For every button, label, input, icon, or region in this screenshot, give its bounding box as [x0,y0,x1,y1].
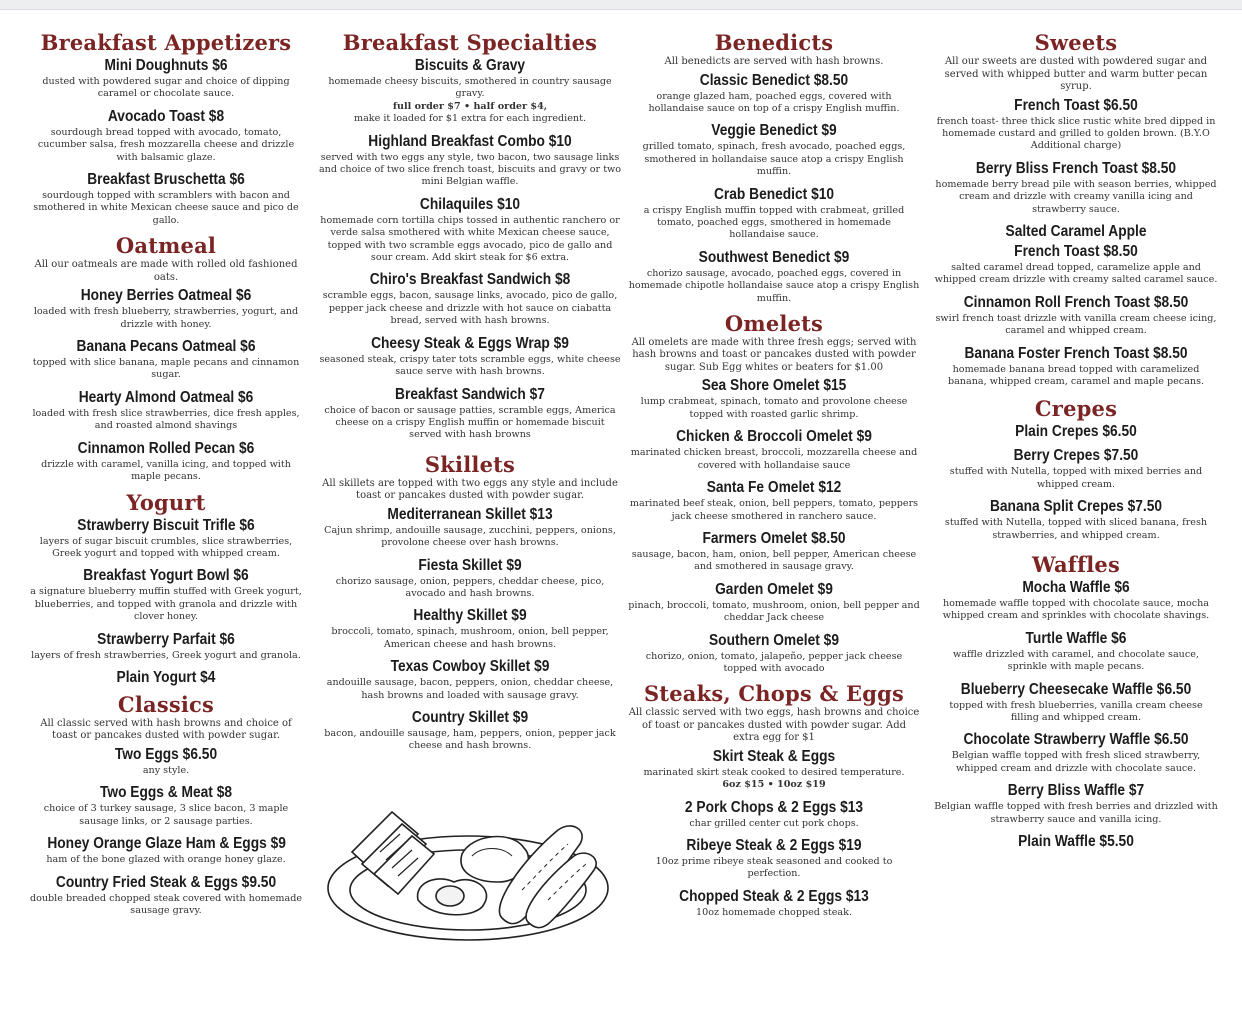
item-name: Plain Yogurt $4 [116,668,216,686]
menu-item [934,680,1218,725]
menu-item [628,71,920,116]
section-note: All our sweets are dusted with powdered sugar and served with whipped butter and warm butter pecan syrup. [944,56,1208,92]
item-name: Strawberry Biscuit Trifle $6 [77,516,255,534]
item-name: Southwest Benedict $9 [698,248,850,266]
menu-item [28,668,304,692]
menu-item [934,832,1218,852]
menu-item [934,293,1218,338]
item-name: Plain Crepes $6.50 [1015,423,1137,441]
menu-item [934,629,1218,674]
item-name: Cheesy Steak & Eggs Wrap $9 [371,334,569,352]
item-name: Honey Orange Glaze Ham & Eggs $9 [47,835,286,853]
window-top-bar [0,0,1242,10]
menu-item [28,630,304,662]
item-desc: swirl french toast drizzle with vanilla cream cheese icing, caramel and whipped cream. [935,312,1217,337]
item-name: Banana Split Crepes $7.50 [989,498,1163,516]
item-name: Plain Waffle $5.50 [1018,833,1134,851]
item-desc: homemade banana bread topped with caramelized banana, whipped cream, caramel and maple pecans. [947,363,1205,387]
section-title: Yogurt [126,489,206,515]
item-desc: a signature blueberry muffin stuffed with Greek yogurt, blueberries, and topped with granola and drizzle with clover honey. [30,586,302,623]
section-title: Oatmeal [115,233,217,259]
item-desc: dusted with powdered sugar and choice of dipping caramel or chocolate sauce. [42,76,290,100]
menu-item [628,887,920,919]
item-name: Avocado Toast $8 [107,107,225,125]
menu-item [318,505,622,550]
item-name: Sea Shore Omelet $15 [701,377,847,395]
item-desc: Belgian waffle topped with fresh sliced strawberry, whipped cream and drizzle with chocolate sauce. [951,750,1201,774]
item-name: Berry Bliss Waffle $7 [1007,782,1145,800]
item-name: Garden Omelet $9 [715,580,833,598]
item-name: French Toast $6.50 [1014,96,1138,114]
item-desc: 10oz homemade chopped steak. [695,906,853,918]
menu-item [28,337,304,382]
menu-item [934,578,1218,623]
item-desc: stuffed with Nutella, topped with sliced banana, fresh strawberries, and whipped cream. [944,517,1208,541]
menu-column-4 [934,30,1218,852]
menu-item [28,107,304,164]
menu-item [934,446,1218,491]
menu-item [318,195,622,265]
menu-item [318,556,622,601]
item-name: Mediterranean Skillet $13 [387,505,553,523]
menu-item [28,566,304,623]
item-name: Farmers Omelet $8.50 [702,529,846,547]
item-name: Southern Omelet $9 [709,631,839,649]
section-title: Breakfast Appetizers [40,30,292,55]
menu-item [28,516,304,561]
menu-item [28,873,304,918]
item-desc: double breaded chopped steak covered with homemade sausage gravy. [29,892,303,916]
menu-item [628,121,920,178]
breakfast-plate-illustration [322,790,614,945]
menu-column-3 [628,30,920,925]
item-name: Mocha Waffle $6 [1022,579,1130,596]
section-title: Benedicts [714,30,834,55]
menu-item [318,606,622,651]
section-note: All skillets are topped with two eggs any style and include toast or pancakes dusted with powder sugar. [322,477,618,502]
item-name: Salted Caramel Apple French Toast $8.50 [1005,222,1147,260]
item-desc: Cajun shrimp, andouille sausage, zucchini, peppers, onions, provolone cheese over hash browns. [324,524,616,549]
item-desc: stuffed with Nutella, topped with mixed berries and whipped cream. [949,466,1203,490]
menu-item [628,427,920,472]
item-desc: chorizo, onion, tomato, jalapeño, pepper jack cheese topped with avocado [645,650,903,674]
menu-item [934,344,1218,389]
menu-column-2 [318,30,622,759]
item-name: Skirt Steak & Eggs [712,747,836,765]
item-name: Chopped Steak & 2 Eggs $13 [679,887,869,905]
item-desc: chorizo sausage, onion, peppers, cheddar cheese, pico, avocado and hash browns. [335,575,605,599]
item-name: Ribeye Steak & 2 Eggs $19 [686,837,862,855]
item-name: Berry Crepes $7.50 [1013,447,1139,465]
item-desc: sausage, bacon, ham, onion, bell pepper, American cheese and smothered in sausage gravy. [631,548,917,573]
item-name: Chiro's Breakfast Sandwich $8 [369,271,571,289]
section-note: All our oatmeals are made with rolled old fashioned oats. [34,259,298,283]
item-desc: seasoned steak, crispy tater tots scramble eggs, white cheese sauce serve with hash browns. [319,353,621,378]
item-desc: drizzle with caramel, vanilla icing, and topped with maple pecans. [41,458,291,483]
item-desc: lump crabmeat, spinach, tomato and provolone cheese topped with roasted garlic shrimp. [640,396,908,420]
item-name: Strawberry Parfait $6 [97,630,235,648]
menu-item [628,529,920,574]
menu-item [28,834,304,866]
menu-item [318,385,622,442]
menu-item [934,730,1218,775]
item-desc: choice of bacon or sausage patties, scramble eggs, America cheese on a crispy English muffin or homemade biscuit served with hash browns [324,404,616,441]
item-desc: choice of 3 turkey sausage, 3 slice bacon, 3 maple sausage links, or 2 sausage parties. [43,803,289,827]
item-desc: marinated chicken breast, broccoli, mozzarella cheese and covered with hollandaise sauce [630,447,918,471]
item-desc: salted caramel dread topped, caramelize apple and whipped cream drizzle with creamy salted caramel sauce. [934,261,1218,286]
menu-item [28,745,304,777]
menu-item [28,56,304,101]
menu-item [628,185,920,242]
menu-item [934,159,1218,216]
item-name: Breakfast Yogurt Bowl $6 [83,567,249,585]
menu-item [318,708,622,753]
section-title: Crepes [1034,396,1118,422]
item-desc: orange glazed ham, poached eggs, covered with hollandaise sauce on top of a crispy English muffin. [648,90,900,114]
menu-column-1 [28,30,304,923]
item-name: Chicken & Broccoli Omelet $9 [676,428,872,446]
item-desc: any style. [142,764,190,776]
section-title: Waffles [1032,552,1120,577]
section-title: Sweets [1034,30,1118,55]
item-name: Blueberry Cheesecake Waffle $6.50 [960,680,1192,698]
menu-item [28,783,304,828]
item-desc: waffle drizzled with caramel, and chocolate sauce, sprinkle with maple pecans. [953,648,1199,673]
item-name: Honey Berries Oatmeal $6 [80,287,252,305]
item-desc: a crispy English muffin topped with crabmeat, grilled tomato, poached eggs, smothered in homemade hollandaise sauce. [643,204,905,241]
menu-item [628,376,920,421]
item-name: Cinnamon Roll French Toast $8.50 [963,293,1189,311]
menu-item [628,248,920,305]
item-name: Chilaquiles $10 [419,195,521,213]
item-name: Country Fried Steak & Eggs $9.50 [55,873,277,891]
menu-item [318,657,622,702]
item-desc: pinach, broccoli, tomato, mushroom, onion, bell pepper and cheddar Jack cheese [628,599,920,624]
item-desc: 10oz prime ribeye steak seasoned and cooked to perfection. [655,856,893,880]
item-desc: homemade cheesy biscuits, smothered in country sausage gravy. [328,76,612,100]
section-title: Skillets [424,451,516,477]
item-desc: layers of sugar biscuit crumbles, slice strawberries, Greek yogurt and topped with whipped cream. [39,535,293,559]
menu-item [934,781,1218,826]
item-name: Two Eggs $6.50 [114,745,218,763]
item-desc: Belgian waffle topped with fresh berries and drizzled with strawberry sauce and vanilla icing. [934,801,1218,825]
item-desc: marinated skirt steak cooked to desired temperature. [643,766,905,778]
item-desc: topped with fresh blueberries, vanilla cream cheese filling and whipped cream. [949,699,1203,724]
item-desc: andouille sausage, bacon, peppers, onion, cheddar cheese, hash browns and loaded with sausage gravy. [326,677,614,701]
item-desc: sourdough topped with scramblers with bacon and smothered in white Mexican cheese sauce and pico de gallo. [33,190,299,226]
item-desc: served with two eggs any style, two bacon, two sausage links and choice of two slice french toast, biscuits and gravy or two mini Belgian waffle. [318,151,622,188]
item-desc: homemade waffle topped with chocolate sauce, mocha whipped cream and sprinkles with chocolate shavings. [942,598,1210,622]
menu-item [318,334,622,379]
item-name: Turtle Waffle $6 [1025,629,1127,647]
item-desc: scramble eggs, bacon, sausage links, avocado, pico de gallo, pepper jack cheese and drizzle with hot sauce on ciabatta bread, served with hash browns. [322,290,618,327]
item-name: Banana Foster French Toast $8.50 [964,344,1188,362]
item-name: Fiesta Skillet $9 [418,556,522,574]
item-desc: layers of fresh strawberries, Greek yogurt and granola. [31,649,301,661]
menu-item [318,56,622,126]
item-name: Two Eggs & Meat $8 [99,784,233,802]
section-note: All classic served with hash browns and choice of toast or pancakes dusted with powder sugar. [40,717,292,742]
item-name: Mini Doughnuts $6 [104,57,228,74]
section-title: Steaks, Chops & Eggs [643,681,905,707]
menu-item [628,580,920,625]
menu-item [28,286,304,331]
menu-item [318,270,622,327]
menu-item [628,798,920,830]
menu-item [28,439,304,484]
item-desc: homemade berry bread pile with season berries, whipped cream and drizzle with creamy vanilla icing and strawberry sauce. [935,178,1217,215]
section-title: Classics [117,691,215,717]
item-name: Crab Benedict $10 [713,185,835,203]
item-desc: bacon, andouille sausage, ham, peppers, onion, pepper jack cheese and hash browns. [324,727,616,752]
item-desc: sourdough bread topped with avocado, tomato, cucumber salsa, fresh mozzarella cheese and drizzle with balsamic glaze. [37,126,295,163]
item-desc: ham of the bone glazed with orange honey glaze. [46,854,286,866]
menu-item [628,747,920,792]
item-name: Banana Pecans Oatmeal $6 [76,338,256,356]
menu-item [934,422,1218,446]
menu-item [28,170,304,227]
item-desc: loaded with fresh blueberry, strawberries, yogurt, and drizzle with honey. [33,306,299,330]
section-title: Breakfast Specialties [342,30,598,55]
menu-item [934,222,1218,287]
menu-item [628,478,920,523]
item-name: Highland Breakfast Combo $10 [368,132,572,150]
item-desc: homemade corn tortilla chips tossed in authentic ranchero or verde salsa smothered with white Mexican cheese sauce, topped with two scramble eggs avocado, pico de gallo and sour cream. Add skirt steak for $6 extra. [320,214,620,264]
item-name: Country Skillet $9 [411,708,529,726]
menu-item [628,631,920,676]
item-name: Veggie Benedict $9 [711,122,837,140]
section-note: All benedicts are served with hash browns. [664,56,884,67]
section-note: All classic served with two eggs, hash browns and choice of toast or pancakes dusted with powder sugar. Add extra egg for $1 [628,707,920,744]
item-desc: char grilled center cut pork chops. [689,817,859,829]
menu-item [318,132,622,189]
item-price-options: 6oz $15 • 10oz $19 [722,779,826,791]
item-desc: grilled tomato, spinach, fresh avocado, poached eggs, smothered in hollandaise sauce atop a crispy English muffin. [642,141,906,178]
item-price-options: full order $7 • half order $4, [392,100,548,112]
item-name: Cinnamon Rolled Pecan $6 [77,439,255,457]
item-desc: french toast- three thick slice rustic white bred dipped in homemade custard and grilled to golden brown. (B.Y.O Additional charge) [936,115,1216,152]
item-name: Biscuits & Gravy [414,57,526,74]
item-name: Santa Fe Omelet $12 [706,479,842,497]
menu-item [934,497,1218,542]
item-name: Chocolate Strawberry Waffle $6.50 [963,731,1189,749]
item-name: Classic Benedict $8.50 [699,71,849,89]
item-name: 2 Pork Chops & 2 Eggs $13 [684,798,864,816]
item-name: Berry Bliss French Toast $8.50 [975,159,1177,177]
item-name: Breakfast Bruschetta $6 [87,171,245,189]
section-note: All omelets are made with three fresh eggs; served with hash browns and toast or pancakes dusted with powder sugar. Sub Egg whites or beaters for $1.00 [631,336,917,373]
item-name: Healthy Skillet $9 [413,607,527,625]
item-desc: broccoli, tomato, spinach, mushroom, onion, bell pepper, American cheese and hash browns. [331,626,609,650]
menu-item [28,388,304,433]
item-name: Texas Cowboy Skillet $9 [390,658,550,676]
section-title: Omelets [724,310,824,336]
item-desc: chorizo sausage, avocado, poached eggs, covered in homemade chipotle hollandaise sauce atop a crispy English muffin. [628,267,920,304]
item-desc: topped with slice banana, maple pecans and cinnamon sugar. [32,357,300,381]
item-desc: marinated beef steak, onion, bell peppers, tomato, peppers jack cheese smothered in ranchero sauce. [629,498,919,522]
menu-item [934,96,1218,153]
item-desc: loaded with fresh slice strawberries, dice fresh apples, and roasted almond shavings [32,407,300,432]
item-extra: make it loaded for $1 extra for each ingredient. [353,113,586,125]
menu-item [628,836,920,881]
item-name: Hearty Almond Oatmeal $6 [78,388,254,406]
item-name: Breakfast Sandwich $7 [395,385,545,403]
